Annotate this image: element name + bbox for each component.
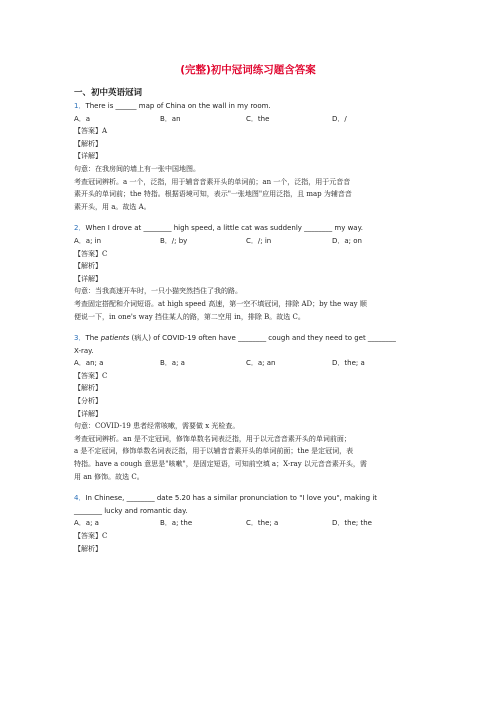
sentence-translation: 句意：当我高速开车时，一只小猫突然挡住了我的路。 — [74, 287, 242, 296]
sentence-translation: 句意：COVID-19 患者经常咳嗽，需要做 x 光检查。 — [74, 422, 240, 431]
question-text: In Chinese, ________ date 5.20 has a similar pronunciation to "I love you", making it — [85, 494, 378, 503]
option-a: A．a — [74, 114, 91, 123]
option-d: D．the; a — [332, 359, 365, 368]
option-a: A．a; a — [74, 519, 99, 528]
question-stem — [74, 492, 424, 505]
option-b: B．a; a — [160, 359, 185, 368]
explanation-line: a 是不定冠词，修饰单数名词表泛指，用于以辅音音素开头的单词前面；the 是定冠词，表 — [74, 447, 354, 456]
option-list — [74, 113, 424, 126]
question-text-end: (病人) of COVID-19 often have ________ cough and they need to get ________ — [129, 334, 396, 343]
option-d: D．/ — [332, 114, 347, 123]
question-text-emphasis: patients — [100, 334, 130, 343]
option-c: C．a; an — [246, 359, 276, 368]
option-c: C．/; in — [246, 236, 272, 245]
question-text: There is ______ map of China on the wall in my room. — [85, 102, 271, 110]
option-list — [74, 235, 424, 248]
explanation-line: 素开头，用 a。故选 A。 — [74, 202, 151, 211]
detail-label: 【详解】 — [74, 274, 102, 283]
parse-label: 【解析】 — [74, 384, 102, 393]
detail-label: 【详解】 — [74, 152, 102, 161]
question-stem — [74, 222, 424, 235]
explanation-line: 素开头的单词前；the 特指。根据语境可知，表示"一张地图"应用泛指，且 map 为辅音音 — [74, 190, 352, 199]
parse-label: 【解析】 — [74, 544, 102, 553]
question-number: 1． — [74, 102, 86, 110]
explanation-line: 特指。have a cough 意思是"咳嗽"，是固定短语，可知前空填 a；X-ray 以元音音素开头，需 — [74, 460, 367, 469]
explanation-line: 考查固定搭配和介词短语。at high speed 高速，第一空不填冠词，排除 AD；by the way 顺 — [74, 299, 367, 308]
parse-label: 【解析】 — [74, 139, 102, 148]
analysis-label: 【分析】 — [74, 397, 102, 406]
question-number: 3． — [74, 334, 86, 343]
option-b: B．/; by — [160, 236, 188, 245]
explanation-line: 用 an 修饰。故选 C。 — [74, 472, 144, 481]
option-b: B．a; the — [160, 519, 193, 528]
question-text-start: The — [85, 334, 101, 343]
option-d: D．the; the — [332, 519, 372, 528]
question-2 — [74, 222, 424, 323]
question-3 — [74, 332, 424, 483]
sentence-translation: 句意：在我房间的墙上有一张中国地图。 — [74, 164, 200, 173]
answer-label: 【答案】C — [74, 249, 108, 258]
option-c: C．the — [246, 114, 270, 123]
question-number: 4． — [74, 494, 86, 503]
option-a: A．a; in — [74, 236, 102, 245]
document-title: (完整)初中冠词练习题含答案 — [180, 64, 316, 76]
answer-label: 【答案】A — [74, 127, 108, 136]
explanation-line: 考查冠词辨析。a 一个，泛指，用于辅音音素开头的单词前；an 一个，泛指，用于元音音 — [74, 177, 351, 186]
parse-label: 【解析】 — [74, 262, 102, 271]
question-stem — [74, 332, 424, 345]
question-4 — [74, 492, 424, 555]
section-heading: 一、初中英语冠词 — [74, 88, 143, 98]
answer-label: 【答案】C — [74, 371, 108, 380]
option-b: B．an — [160, 114, 181, 123]
explanation-line: 考查冠词辨析。an 是不定冠词，修饰单数名词表泛指，用于以元音音素开头的单词前面； — [74, 434, 351, 443]
explanation-line: 便说一下，in one's way 挡住某人的路，第二空用 in，排除 B。故选 C。 — [74, 312, 305, 321]
question-1 — [74, 100, 424, 213]
option-list — [74, 357, 424, 370]
question-text: When I drove at ________ high speed, a little cat was suddenly ________ my way. — [85, 224, 363, 233]
option-a: A．an; a — [74, 359, 104, 368]
detail-label: 【详解】 — [74, 409, 102, 418]
question-stem — [74, 100, 424, 113]
question-number: 2． — [74, 224, 86, 233]
question-stem-continued: ________ lucky and romantic day. — [74, 506, 188, 515]
option-list — [74, 517, 424, 530]
question-stem-continued: X-ray. — [74, 346, 94, 355]
option-d: D．a; on — [332, 236, 362, 245]
answer-label: 【答案】C — [74, 532, 108, 540]
option-c: C．the; a — [246, 519, 279, 528]
document-body — [74, 100, 424, 555]
